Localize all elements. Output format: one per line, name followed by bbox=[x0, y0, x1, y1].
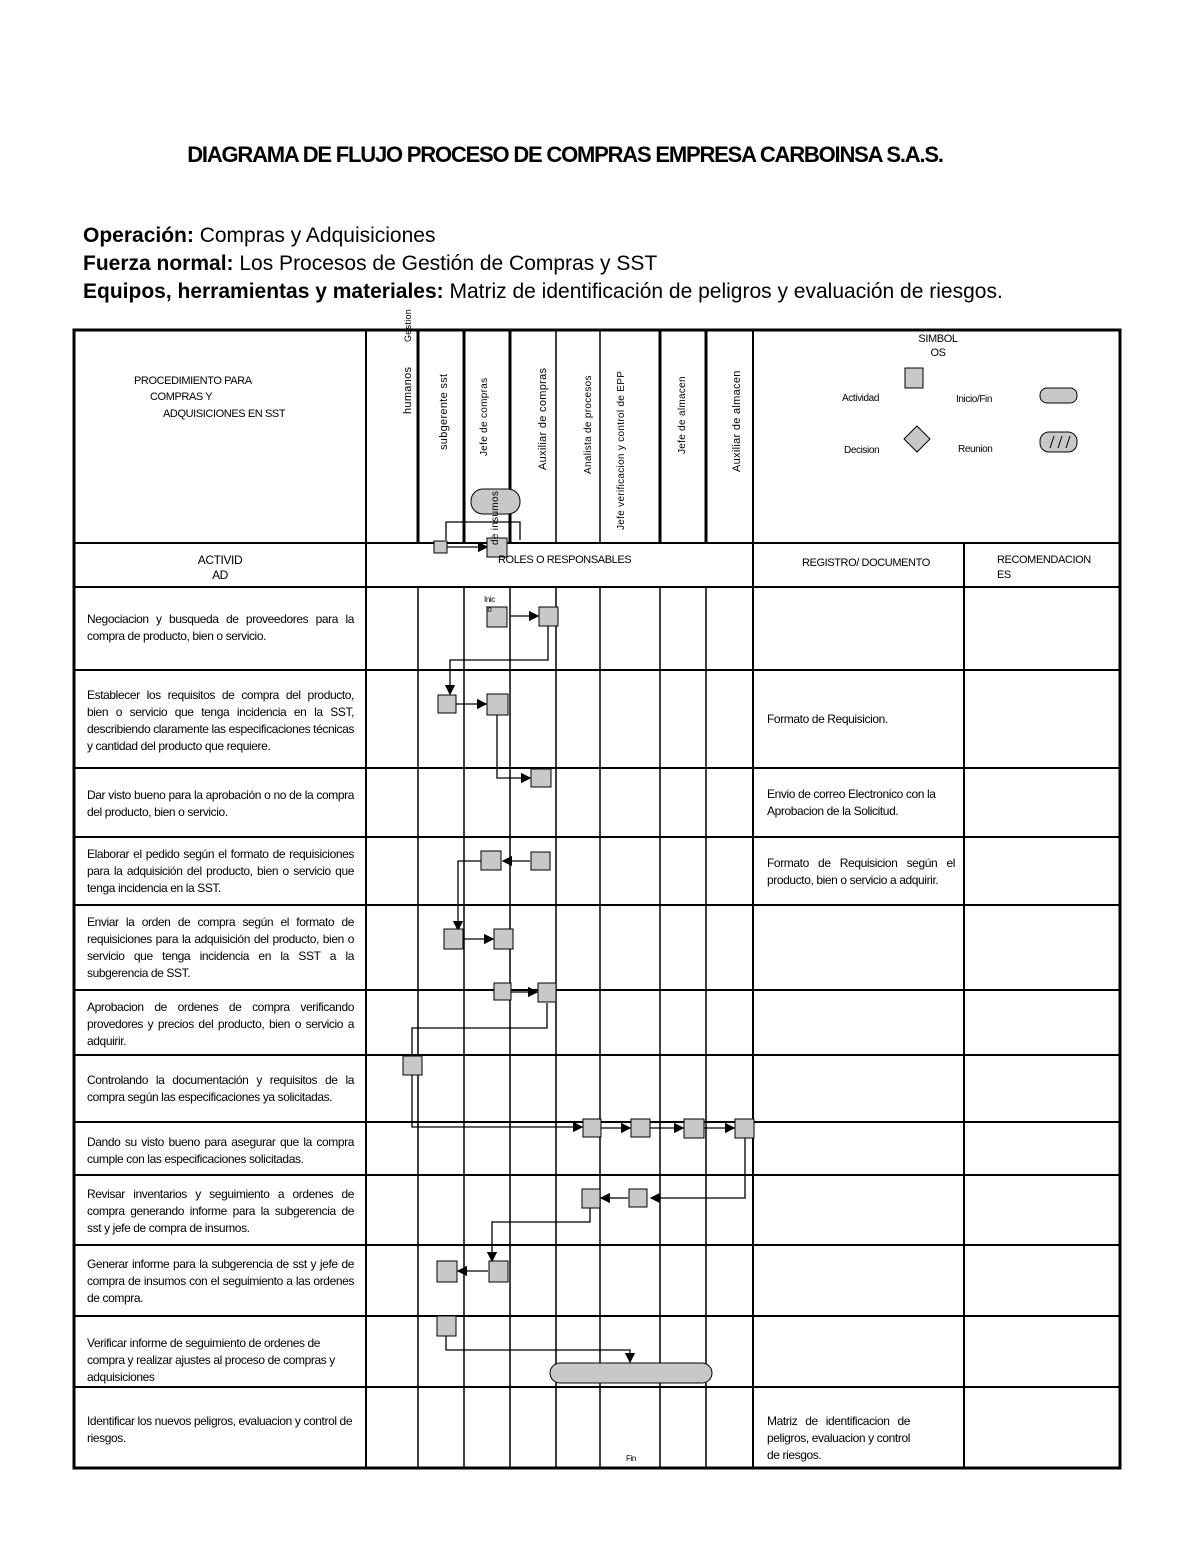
fin-label: Fin bbox=[626, 1454, 636, 1463]
table-row-8-actividad: Dando su visto bueno para asegurar que la compra cumple con las especificaciones solicitadas. bbox=[87, 1135, 354, 1166]
table-row-1-actividad: Negociacion y busqueda de proveedores para la compra de producto, bien o servicio. bbox=[87, 612, 354, 643]
role-humanos: humanos bbox=[402, 366, 414, 414]
table-row-3-actividad: Dar visto bueno para la aprobación o no de la compra del producto, bien o servicio. bbox=[87, 788, 354, 819]
operacion-label: Operación: bbox=[83, 224, 194, 247]
legend-decision: Decision bbox=[844, 445, 880, 456]
role-analista-procesos: Analista de procesos bbox=[583, 375, 594, 474]
small-label-io: io bbox=[486, 605, 492, 614]
column-recomendaciones-1: RECOMENDACION bbox=[997, 554, 1091, 566]
legend-title-2: OS bbox=[930, 347, 946, 359]
column-roles: ROLES O RESPONSABLES bbox=[498, 554, 632, 566]
role-subgerente-sst: subgerente sst bbox=[438, 373, 450, 450]
activity-boxes bbox=[403, 538, 754, 1336]
table-row-12-registro: Matriz de identificacion de peligros, evaluacion y control de riesgos. bbox=[767, 1414, 910, 1462]
column-registro: REGISTRO/ DOCUMENTO bbox=[802, 557, 930, 569]
procedure-title-2: COMPRAS Y bbox=[150, 391, 213, 403]
fuerza-value: Los Procesos de Gestión de Compras y SST bbox=[233, 252, 658, 275]
column-actividad-1: ACTIVID bbox=[197, 553, 243, 567]
overlap-text-insumos: de insumos bbox=[490, 490, 501, 545]
table-row-7-actividad: Controlando la documentación y requisitos de la compra según las especificaciones ya solicitadas. bbox=[87, 1073, 354, 1104]
role-jefe-almacen: Jefe de almacen bbox=[677, 376, 688, 454]
equipos-label: Equipos, herramientas y materiales: bbox=[83, 280, 444, 303]
table-row-2-registro: Formato de Requisicion. bbox=[767, 712, 888, 726]
legend-symbols bbox=[904, 368, 1077, 452]
table-row-3-registro: Envio de correo Electronico con la Aprobacion de la Solicitud. bbox=[767, 787, 936, 818]
document-title: DIAGRAMA DE FLUJO PROCESO DE COMPRAS EMPRESA CARBOINSA S.A.S. bbox=[187, 142, 943, 167]
table-row-9-actividad: Revisar inventarios y seguimiento a ordenes de compra generando informe para la subgerencia de sst y jefe de compra de insumos. bbox=[87, 1187, 354, 1235]
role-auxiliar-compras: Auxiliar de compras bbox=[537, 367, 549, 470]
legend-reunion: Reunion bbox=[958, 444, 993, 455]
role-jefe-verificacion: Jefe verificacion y control de EPP bbox=[616, 370, 627, 530]
role-jefe-compras: Jefe de compras bbox=[479, 377, 490, 456]
table-row-10-actividad: Generar informe para la subgerencia de sst y jefe de compra de insumos con el seguimiento a las ordenes de compra. bbox=[87, 1257, 354, 1305]
column-recomendaciones-2: ES bbox=[997, 569, 1011, 581]
legend-title-1: SIMBOL bbox=[918, 333, 958, 345]
table-row-4-actividad: Elaborar el pedido según el formato de requisiciones para la adquisición del producto, bien o servicio que tenga incidencia en la SST. bbox=[87, 847, 354, 895]
small-label-inic: Inic bbox=[484, 595, 495, 604]
table-row-6-actividad: Aprobacion de ordenes de compra verificando provedores y precios del producto, bien o servicio a adquirir. bbox=[87, 1000, 354, 1048]
procedure-title-3: ADQUISICIONES EN SST bbox=[163, 408, 286, 420]
table-row-4-registro: Formato de Requisicion según el producto, bien o servicio a adquirir. bbox=[767, 856, 955, 887]
overlap-text-gestion: Gestion bbox=[403, 308, 413, 342]
role-auxiliar-almacen: Auxiliar de almacen bbox=[731, 370, 743, 472]
table-row-11-actividad: Verificar informe de seguimiento de ordenes de compra y realizar ajustes al proceso de compras y adquisiciones bbox=[87, 1336, 335, 1384]
equipos-value: Matriz de identificación de peligros y evaluación de riesgos. bbox=[443, 280, 1003, 303]
table-row-12-actividad: Identificar los nuevos peligros, evaluacion y control de riesgos. bbox=[87, 1414, 353, 1445]
legend-actividad: Actividad bbox=[842, 393, 879, 404]
operacion-value: Compras y Adquisiciones bbox=[193, 224, 436, 247]
legend-inicio-fin: Inicio/Fin bbox=[956, 394, 993, 405]
table-row-2-actividad: Establecer los requisitos de compra del producto, bien o servicio que tenga incidencia en la SST, describiendo claramente las especificaciones técnicas y cantidad del producto que requiere. bbox=[87, 688, 354, 753]
table-row-5-actividad: Enviar la orden de compra según el formato de requisiciones para la adquisición del producto, bien o servicio que tenga incidencia en la SST a la subgerencia de SST. bbox=[87, 915, 354, 980]
column-actividad-2: AD bbox=[212, 568, 228, 582]
procedure-title-1: PROCEDIMIENTO PARA bbox=[134, 375, 252, 387]
fuerza-label: Fuerza normal: bbox=[83, 252, 234, 275]
